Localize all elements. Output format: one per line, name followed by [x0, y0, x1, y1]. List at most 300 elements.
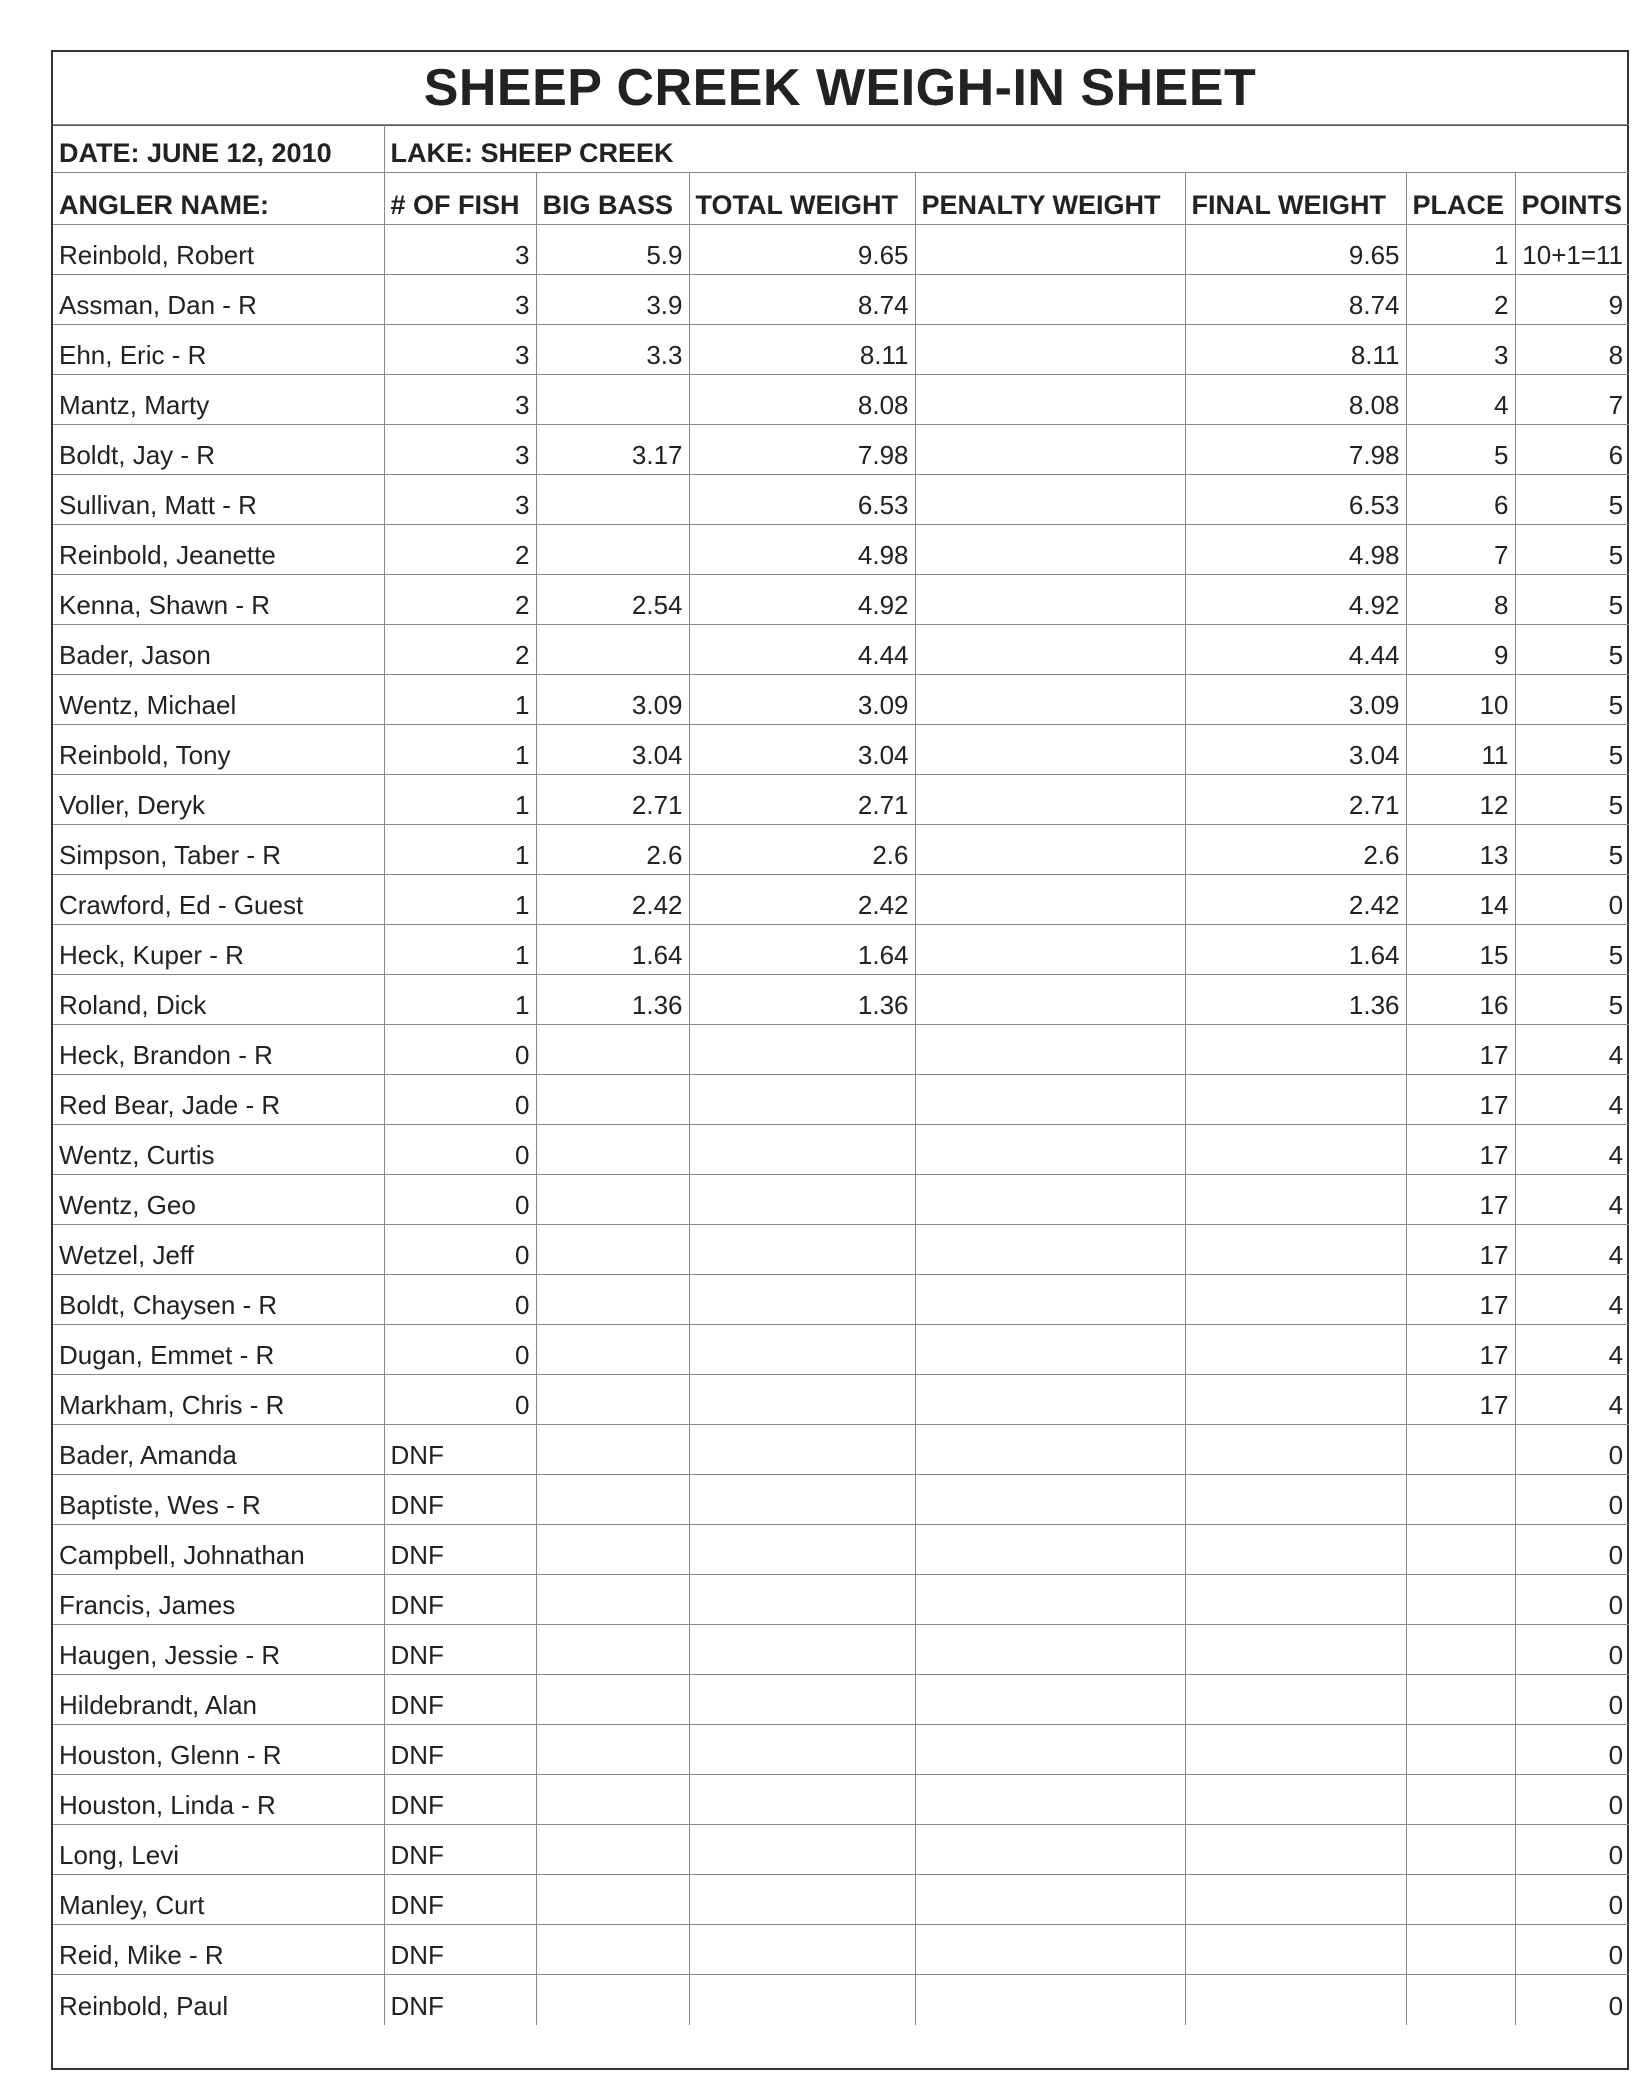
points-cell: 5: [1515, 975, 1629, 1025]
big-bass-cell: [536, 1225, 689, 1275]
table-row: [53, 1375, 1629, 1425]
table-row: [53, 1025, 1629, 1075]
big-bass-cell: [536, 1525, 689, 1575]
penalty-weight-cell: [915, 1625, 1185, 1675]
final-weight-cell: [1185, 1025, 1406, 1075]
total-weight-cell: [689, 1625, 915, 1675]
total-weight-cell: [689, 1875, 915, 1925]
num-fish-cell: 0: [384, 1175, 536, 1225]
penalty-weight-cell: [915, 1325, 1185, 1375]
big-bass-cell: [536, 1025, 689, 1075]
place-cell: 12: [1406, 775, 1515, 825]
num-fish-cell: 0: [384, 1225, 536, 1275]
final-weight-cell: [1185, 1275, 1406, 1325]
penalty-weight-cell: [915, 775, 1185, 825]
angler-name-cell: Dugan, Emmet - R: [53, 1325, 384, 1375]
final-weight-cell: [1185, 1325, 1406, 1375]
num-fish-cell: DNF: [384, 1975, 536, 2025]
total-weight-cell: 8.11: [689, 325, 915, 375]
table-row: [53, 925, 1629, 975]
points-cell: 0: [1515, 1675, 1629, 1725]
final-weight-cell: [1185, 1975, 1406, 2025]
table-row: [53, 1225, 1629, 1275]
final-weight-cell: 2.71: [1185, 775, 1406, 825]
angler-name-cell: Campbell, Johnathan: [53, 1525, 384, 1575]
points-cell: 8: [1515, 325, 1629, 375]
num-fish-cell: DNF: [384, 1825, 536, 1875]
total-weight-cell: [689, 1925, 915, 1975]
penalty-weight-cell: [915, 625, 1185, 675]
final-weight-cell: [1185, 1725, 1406, 1775]
header-big-bass: BIG BASS: [536, 173, 689, 225]
place-cell: [1406, 1575, 1515, 1625]
angler-name-cell: Simpson, Taber - R: [53, 825, 384, 875]
table-row: [53, 625, 1629, 675]
penalty-weight-cell: [915, 225, 1185, 275]
points-cell: 4: [1515, 1225, 1629, 1275]
weigh-in-sheet: [51, 50, 1629, 2070]
points-cell: 9: [1515, 275, 1629, 325]
lake-label: LAKE: SHEEP CREEK: [384, 125, 1629, 173]
points-cell: 5: [1515, 625, 1629, 675]
final-weight-cell: 8.74: [1185, 275, 1406, 325]
place-cell: [1406, 1675, 1515, 1725]
total-weight-cell: 8.74: [689, 275, 915, 325]
place-cell: [1406, 1625, 1515, 1675]
angler-name-cell: Bader, Jason: [53, 625, 384, 675]
place-cell: 15: [1406, 925, 1515, 975]
place-cell: [1406, 1925, 1515, 1975]
big-bass-cell: [536, 1975, 689, 2025]
place-cell: [1406, 1775, 1515, 1825]
angler-name-cell: Reinbold, Robert: [53, 225, 384, 275]
place-cell: 9: [1406, 625, 1515, 675]
big-bass-cell: 2.54: [536, 575, 689, 625]
points-cell: 5: [1515, 775, 1629, 825]
place-cell: 11: [1406, 725, 1515, 775]
num-fish-cell: 3: [384, 425, 536, 475]
final-weight-cell: [1185, 1425, 1406, 1475]
place-cell: 6: [1406, 475, 1515, 525]
table-row: [53, 425, 1629, 475]
penalty-weight-cell: [915, 925, 1185, 975]
place-cell: 2: [1406, 275, 1515, 325]
place-cell: 10: [1406, 675, 1515, 725]
num-fish-cell: 3: [384, 225, 536, 275]
final-weight-cell: 4.44: [1185, 625, 1406, 675]
table-row: [53, 1475, 1629, 1525]
place-cell: 17: [1406, 1075, 1515, 1125]
points-cell: 5: [1515, 725, 1629, 775]
table-row: [53, 475, 1629, 525]
angler-name-cell: Voller, Deryk: [53, 775, 384, 825]
table-row: [53, 775, 1629, 825]
total-weight-cell: 4.44: [689, 625, 915, 675]
points-cell: 4: [1515, 1275, 1629, 1325]
num-fish-cell: DNF: [384, 1525, 536, 1575]
big-bass-cell: 3.04: [536, 725, 689, 775]
points-cell: 4: [1515, 1175, 1629, 1225]
place-cell: 17: [1406, 1025, 1515, 1075]
place-cell: 4: [1406, 375, 1515, 425]
points-cell: 5: [1515, 525, 1629, 575]
header-penalty-weight: PENALTY WEIGHT: [915, 173, 1185, 225]
place-cell: [1406, 1825, 1515, 1875]
angler-name-cell: Reinbold, Paul: [53, 1975, 384, 2025]
penalty-weight-cell: [915, 1175, 1185, 1225]
table-row: [53, 1675, 1629, 1725]
penalty-weight-cell: [915, 1225, 1185, 1275]
final-weight-cell: [1185, 1125, 1406, 1175]
angler-name-cell: Sullivan, Matt - R: [53, 475, 384, 525]
big-bass-cell: [536, 625, 689, 675]
table-row: [53, 1175, 1629, 1225]
angler-name-cell: Haugen, Jessie - R: [53, 1625, 384, 1675]
penalty-weight-cell: [915, 1375, 1185, 1425]
angler-name-cell: Boldt, Chaysen - R: [53, 1275, 384, 1325]
points-cell: 0: [1515, 875, 1629, 925]
angler-name-cell: Houston, Glenn - R: [53, 1725, 384, 1775]
big-bass-cell: [536, 1675, 689, 1725]
num-fish-cell: 0: [384, 1275, 536, 1325]
table-row: [53, 525, 1629, 575]
big-bass-cell: [536, 1875, 689, 1925]
big-bass-cell: [536, 525, 689, 575]
final-weight-cell: [1185, 1225, 1406, 1275]
big-bass-cell: [536, 1275, 689, 1325]
place-cell: 17: [1406, 1125, 1515, 1175]
total-weight-cell: [689, 1075, 915, 1125]
num-fish-cell: 3: [384, 275, 536, 325]
big-bass-cell: 3.9: [536, 275, 689, 325]
points-cell: 0: [1515, 1825, 1629, 1875]
table-row: [53, 1525, 1629, 1575]
table-row: [53, 1125, 1629, 1175]
place-cell: [1406, 1525, 1515, 1575]
place-cell: 7: [1406, 525, 1515, 575]
angler-name-cell: Assman, Dan - R: [53, 275, 384, 325]
num-fish-cell: DNF: [384, 1425, 536, 1475]
points-cell: 0: [1515, 1975, 1629, 2025]
final-weight-cell: [1185, 1775, 1406, 1825]
place-cell: 5: [1406, 425, 1515, 475]
penalty-weight-cell: [915, 1975, 1185, 2025]
points-cell: 0: [1515, 1625, 1629, 1675]
total-weight-cell: [689, 1125, 915, 1175]
sheet-title: SHEEP CREEK WEIGH-IN SHEET: [53, 52, 1627, 126]
place-cell: [1406, 1875, 1515, 1925]
table-row: [53, 1425, 1629, 1475]
num-fish-cell: DNF: [384, 1725, 536, 1775]
final-weight-cell: 3.09: [1185, 675, 1406, 725]
final-weight-cell: 1.36: [1185, 975, 1406, 1025]
angler-name-cell: Hildebrandt, Alan: [53, 1675, 384, 1725]
penalty-weight-cell: [915, 1575, 1185, 1625]
big-bass-cell: 1.64: [536, 925, 689, 975]
place-cell: 8: [1406, 575, 1515, 625]
big-bass-cell: [536, 1625, 689, 1675]
total-weight-cell: [689, 1375, 915, 1425]
num-fish-cell: DNF: [384, 1925, 536, 1975]
big-bass-cell: 2.42: [536, 875, 689, 925]
total-weight-cell: [689, 1175, 915, 1225]
points-cell: 0: [1515, 1525, 1629, 1575]
table-row: [53, 1825, 1629, 1875]
penalty-weight-cell: [915, 1525, 1185, 1575]
big-bass-cell: [536, 1175, 689, 1225]
num-fish-cell: 1: [384, 825, 536, 875]
total-weight-cell: [689, 1025, 915, 1075]
big-bass-cell: [536, 1575, 689, 1625]
place-cell: 17: [1406, 1375, 1515, 1425]
angler-name-cell: Reid, Mike - R: [53, 1925, 384, 1975]
final-weight-cell: [1185, 1075, 1406, 1125]
angler-name-cell: Mantz, Marty: [53, 375, 384, 425]
table-row: [53, 1075, 1629, 1125]
big-bass-cell: 3.09: [536, 675, 689, 725]
table-row: [53, 1975, 1629, 2025]
big-bass-cell: [536, 1825, 689, 1875]
points-cell: 4: [1515, 1325, 1629, 1375]
num-fish-cell: 0: [384, 1075, 536, 1125]
angler-name-cell: Markham, Chris - R: [53, 1375, 384, 1425]
final-weight-cell: [1185, 1575, 1406, 1625]
penalty-weight-cell: [915, 1825, 1185, 1875]
table-row: [53, 725, 1629, 775]
big-bass-cell: [536, 1475, 689, 1525]
big-bass-cell: 2.6: [536, 825, 689, 875]
penalty-weight-cell: [915, 1075, 1185, 1125]
place-cell: 13: [1406, 825, 1515, 875]
angler-name-cell: Ehn, Eric - R: [53, 325, 384, 375]
num-fish-cell: DNF: [384, 1775, 536, 1825]
table-row: [53, 1925, 1629, 1975]
total-weight-cell: 1.64: [689, 925, 915, 975]
angler-name-cell: Francis, James: [53, 1575, 384, 1625]
table-row: [53, 325, 1629, 375]
final-weight-cell: [1185, 1375, 1406, 1425]
angler-name-cell: Boldt, Jay - R: [53, 425, 384, 475]
total-weight-cell: [689, 1825, 915, 1875]
total-weight-cell: [689, 1525, 915, 1575]
final-weight-cell: 1.64: [1185, 925, 1406, 975]
num-fish-cell: 2: [384, 625, 536, 675]
big-bass-cell: 1.36: [536, 975, 689, 1025]
final-weight-cell: 9.65: [1185, 225, 1406, 275]
place-cell: 17: [1406, 1325, 1515, 1375]
angler-name-cell: Crawford, Ed - Guest: [53, 875, 384, 925]
info-row: [53, 125, 1629, 173]
date-label: DATE: JUNE 12, 2010: [53, 125, 384, 173]
angler-name-cell: Reinbold, Jeanette: [53, 525, 384, 575]
penalty-weight-cell: [915, 275, 1185, 325]
num-fish-cell: 0: [384, 1025, 536, 1075]
num-fish-cell: DNF: [384, 1625, 536, 1675]
big-bass-cell: [536, 1925, 689, 1975]
final-weight-cell: 7.98: [1185, 425, 1406, 475]
penalty-weight-cell: [915, 1125, 1185, 1175]
points-cell: 0: [1515, 1575, 1629, 1625]
big-bass-cell: 3.17: [536, 425, 689, 475]
num-fish-cell: 1: [384, 775, 536, 825]
points-cell: 7: [1515, 375, 1629, 425]
penalty-weight-cell: [915, 825, 1185, 875]
final-weight-cell: [1185, 1475, 1406, 1525]
table-row: [53, 1725, 1629, 1775]
num-fish-cell: 3: [384, 375, 536, 425]
total-weight-cell: 1.36: [689, 975, 915, 1025]
big-bass-cell: 5.9: [536, 225, 689, 275]
angler-name-cell: Heck, Kuper - R: [53, 925, 384, 975]
total-weight-cell: 6.53: [689, 475, 915, 525]
total-weight-cell: [689, 1225, 915, 1275]
final-weight-cell: 6.53: [1185, 475, 1406, 525]
big-bass-cell: [536, 1375, 689, 1425]
points-cell: 0: [1515, 1425, 1629, 1475]
total-weight-cell: 2.6: [689, 825, 915, 875]
table-row: [53, 1275, 1629, 1325]
angler-name-cell: Manley, Curt: [53, 1875, 384, 1925]
penalty-weight-cell: [915, 1875, 1185, 1925]
place-cell: 3: [1406, 325, 1515, 375]
penalty-weight-cell: [915, 1425, 1185, 1475]
penalty-weight-cell: [915, 375, 1185, 425]
total-weight-cell: 8.08: [689, 375, 915, 425]
final-weight-cell: 8.11: [1185, 325, 1406, 375]
final-weight-cell: [1185, 1525, 1406, 1575]
num-fish-cell: 3: [384, 325, 536, 375]
num-fish-cell: 1: [384, 725, 536, 775]
final-weight-cell: 4.92: [1185, 575, 1406, 625]
header-num-fish: # OF FISH: [384, 173, 536, 225]
table-row: [53, 1575, 1629, 1625]
num-fish-cell: 1: [384, 975, 536, 1025]
total-weight-cell: 2.71: [689, 775, 915, 825]
points-cell: 0: [1515, 1725, 1629, 1775]
table-row: [53, 825, 1629, 875]
place-cell: 16: [1406, 975, 1515, 1025]
num-fish-cell: DNF: [384, 1475, 536, 1525]
table-row: [53, 375, 1629, 425]
points-cell: 4: [1515, 1075, 1629, 1125]
total-weight-cell: [689, 1775, 915, 1825]
num-fish-cell: 0: [384, 1325, 536, 1375]
header-final-weight: FINAL WEIGHT: [1185, 173, 1406, 225]
place-cell: 17: [1406, 1225, 1515, 1275]
angler-name-cell: Heck, Brandon - R: [53, 1025, 384, 1075]
penalty-weight-cell: [915, 1925, 1185, 1975]
points-cell: 5: [1515, 925, 1629, 975]
header-points: POINTS: [1515, 173, 1629, 225]
penalty-weight-cell: [915, 975, 1185, 1025]
big-bass-cell: [536, 1725, 689, 1775]
total-weight-cell: 3.09: [689, 675, 915, 725]
place-cell: 17: [1406, 1275, 1515, 1325]
total-weight-cell: 3.04: [689, 725, 915, 775]
table-row: [53, 575, 1629, 625]
angler-name-cell: Wentz, Michael: [53, 675, 384, 725]
final-weight-cell: 8.08: [1185, 375, 1406, 425]
final-weight-cell: [1185, 1175, 1406, 1225]
penalty-weight-cell: [915, 325, 1185, 375]
points-cell: 5: [1515, 675, 1629, 725]
penalty-weight-cell: [915, 1275, 1185, 1325]
header-total-weight: TOTAL WEIGHT: [689, 173, 915, 225]
penalty-weight-cell: [915, 725, 1185, 775]
penalty-weight-cell: [915, 475, 1185, 525]
place-cell: [1406, 1725, 1515, 1775]
place-cell: 17: [1406, 1175, 1515, 1225]
table-row: [53, 1875, 1629, 1925]
place-cell: [1406, 1475, 1515, 1525]
final-weight-cell: [1185, 1925, 1406, 1975]
num-fish-cell: 1: [384, 675, 536, 725]
place-cell: 1: [1406, 225, 1515, 275]
points-cell: 4: [1515, 1375, 1629, 1425]
points-cell: 4: [1515, 1125, 1629, 1175]
num-fish-cell: DNF: [384, 1575, 536, 1625]
weigh-in-table: [53, 124, 1629, 2025]
num-fish-cell: 1: [384, 875, 536, 925]
big-bass-cell: [536, 475, 689, 525]
header-row: [53, 173, 1629, 225]
penalty-weight-cell: [915, 1475, 1185, 1525]
points-cell: 5: [1515, 475, 1629, 525]
table-row: [53, 675, 1629, 725]
big-bass-cell: 2.71: [536, 775, 689, 825]
angler-name-cell: Red Bear, Jade - R: [53, 1075, 384, 1125]
angler-name-cell: Roland, Dick: [53, 975, 384, 1025]
angler-name-cell: Wentz, Curtis: [53, 1125, 384, 1175]
num-fish-cell: 0: [384, 1375, 536, 1425]
header-angler-name: ANGLER NAME:: [53, 173, 384, 225]
angler-name-cell: Baptiste, Wes - R: [53, 1475, 384, 1525]
table-row: [53, 1775, 1629, 1825]
final-weight-cell: 4.98: [1185, 525, 1406, 575]
angler-name-cell: Wentz, Geo: [53, 1175, 384, 1225]
final-weight-cell: 2.42: [1185, 875, 1406, 925]
big-bass-cell: [536, 1775, 689, 1825]
big-bass-cell: [536, 375, 689, 425]
total-weight-cell: 2.42: [689, 875, 915, 925]
place-cell: 14: [1406, 875, 1515, 925]
penalty-weight-cell: [915, 1775, 1185, 1825]
points-cell: 0: [1515, 1475, 1629, 1525]
place-cell: [1406, 1425, 1515, 1475]
points-cell: 4: [1515, 1025, 1629, 1075]
table-row: [53, 1625, 1629, 1675]
angler-name-cell: Bader, Amanda: [53, 1425, 384, 1475]
total-weight-cell: [689, 1425, 915, 1475]
table-row: [53, 225, 1629, 275]
points-cell: 5: [1515, 575, 1629, 625]
angler-name-cell: Houston, Linda - R: [53, 1775, 384, 1825]
total-weight-cell: 7.98: [689, 425, 915, 475]
big-bass-cell: [536, 1075, 689, 1125]
final-weight-cell: [1185, 1625, 1406, 1675]
final-weight-cell: [1185, 1825, 1406, 1875]
angler-name-cell: Reinbold, Tony: [53, 725, 384, 775]
num-fish-cell: 3: [384, 475, 536, 525]
final-weight-cell: [1185, 1675, 1406, 1725]
points-cell: 5: [1515, 825, 1629, 875]
points-cell: 0: [1515, 1875, 1629, 1925]
total-weight-cell: [689, 1275, 915, 1325]
num-fish-cell: DNF: [384, 1675, 536, 1725]
place-cell: [1406, 1975, 1515, 2025]
total-weight-cell: [689, 1575, 915, 1625]
points-cell: 6: [1515, 425, 1629, 475]
